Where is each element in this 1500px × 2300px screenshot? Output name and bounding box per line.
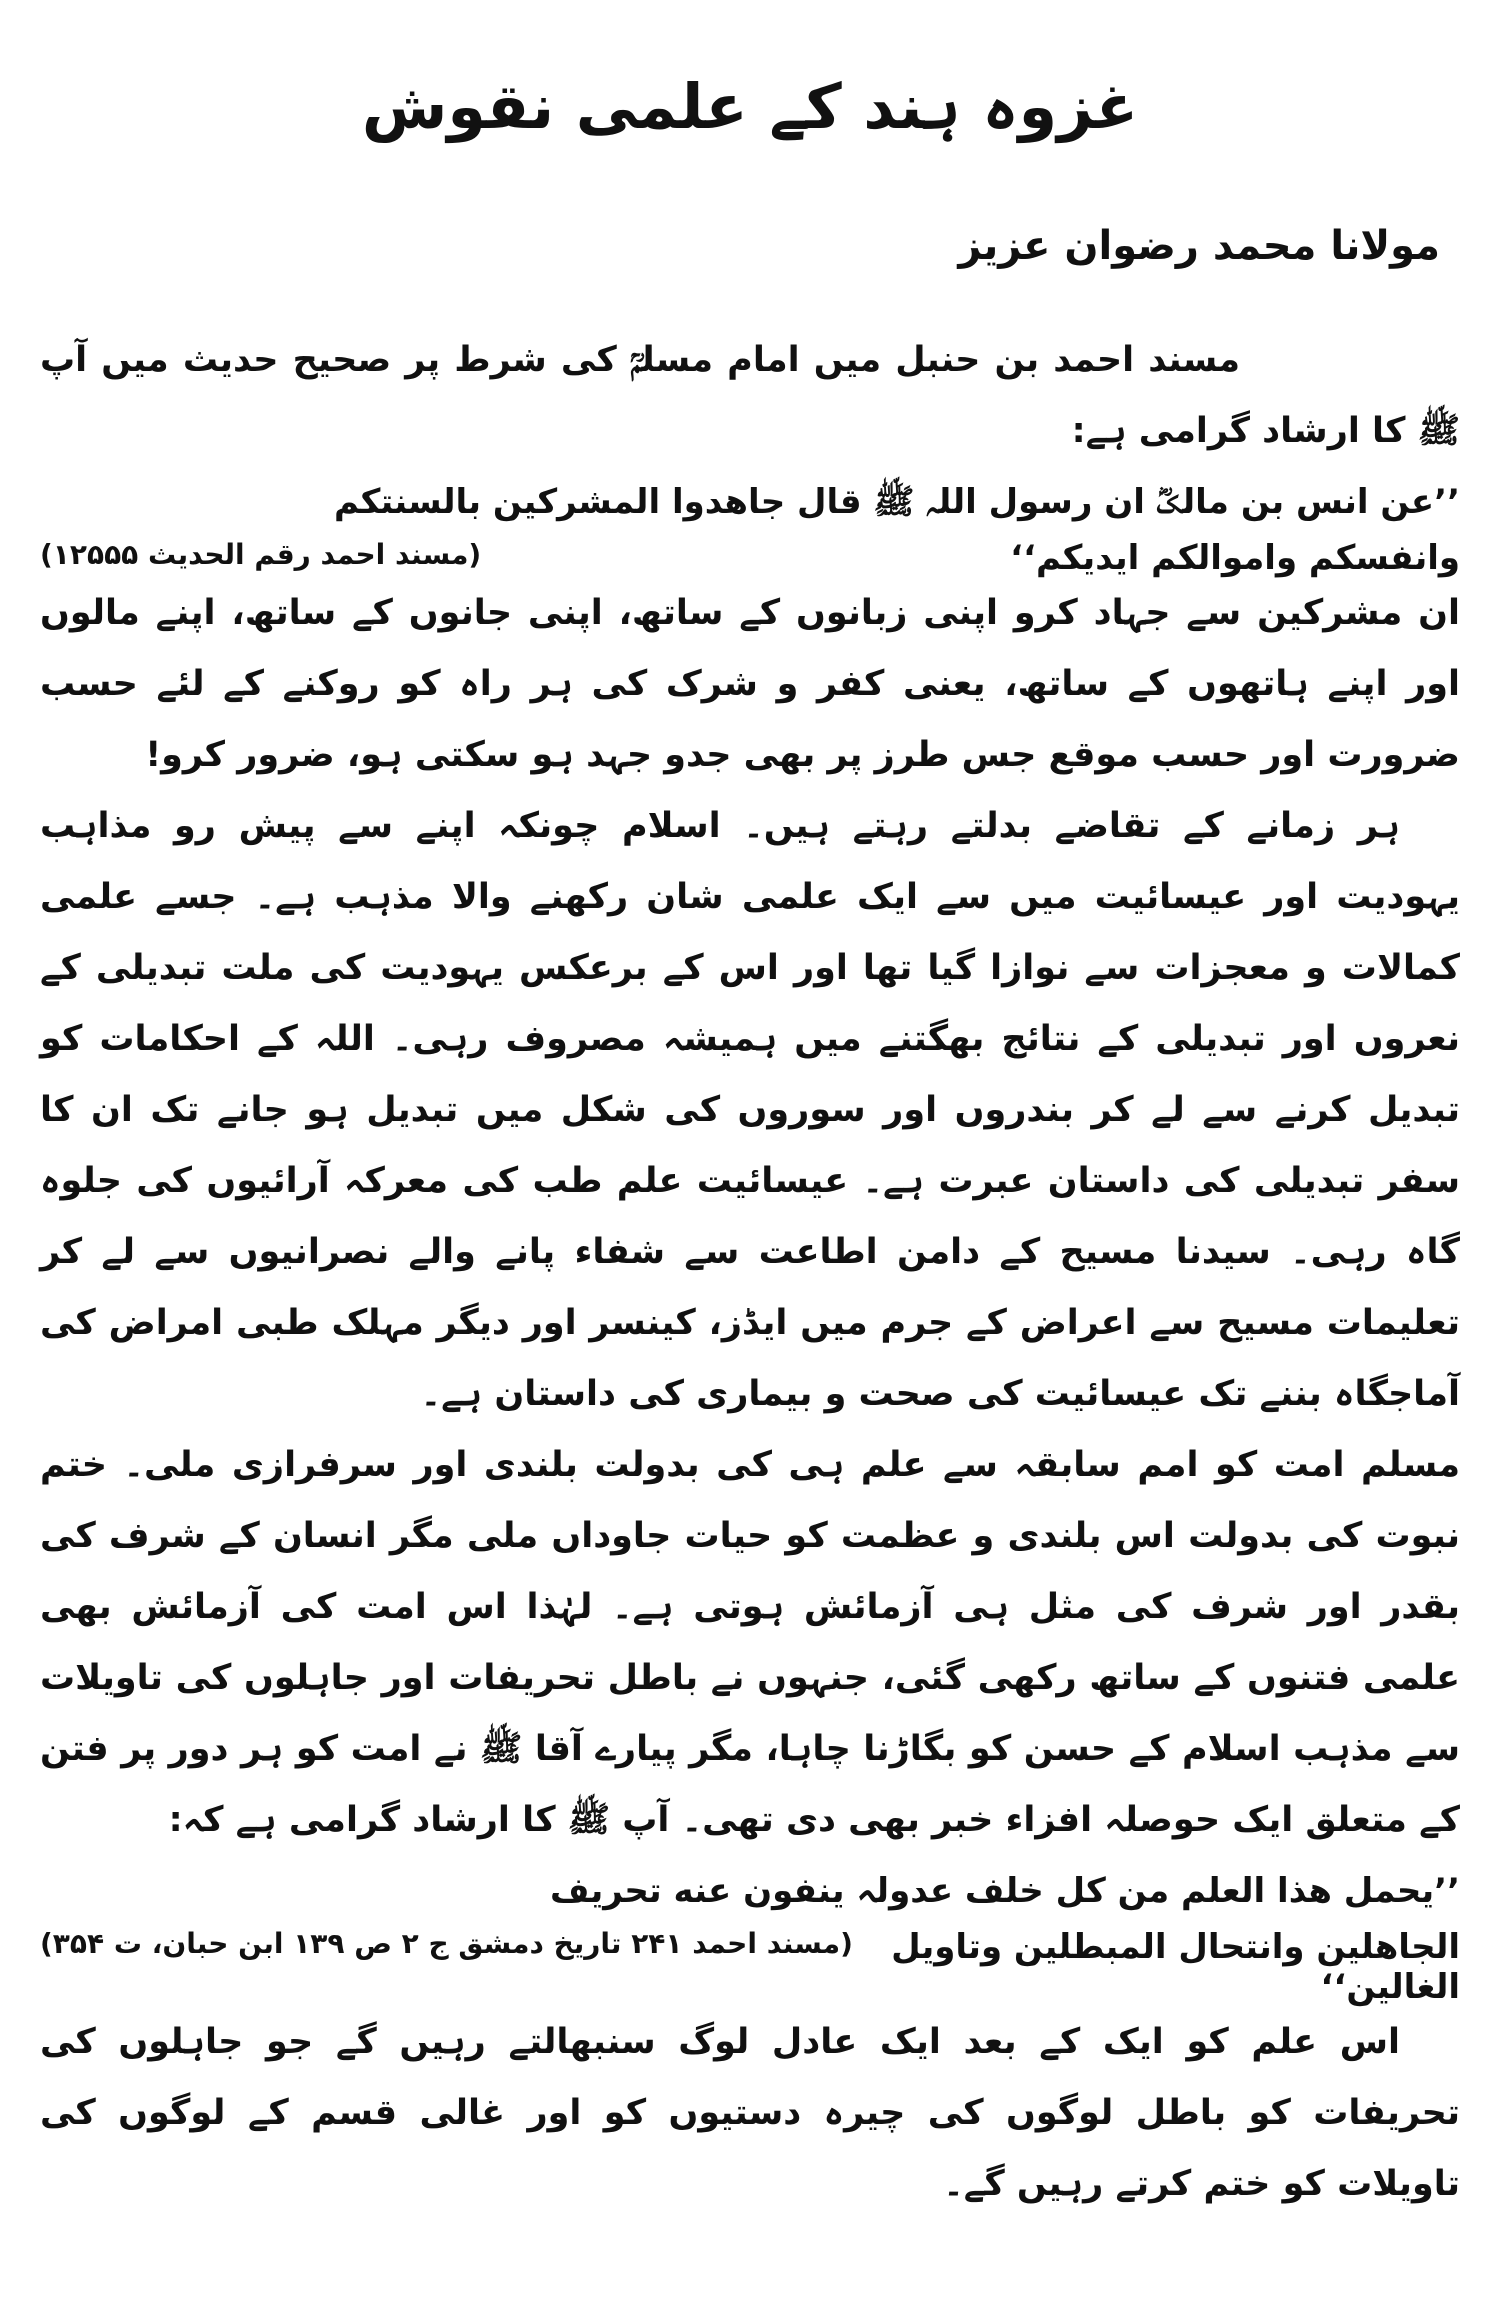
- paragraph-1: ان مشرکین سے جہاد کرو اپنی زبانوں کے ساتھ، اپنی جانوں کے ساتھ، اپنے مالوں اور اپنے ہاتھوں کے ساتھ، یعنی کفر و شرک کی ہر راہ کو روکنے کے لئے حسب ضرورت اور حسب موقع جس طرز پر بھی جدو جہد ہو سکتی ہو، ضرور کرو!: [40, 593, 1460, 775]
- hadith-1-tail-row: [40, 538, 1460, 578]
- paragraph-2: ہر زمانے کے تقاضے بدلتے رہتے ہیں۔ اسلام چونکہ اپنے سے پیش رو مذاہب یہودیت اور عیسائیت میں سے ایک علمی شان رکھنے والا مذہب ہے۔ جسے علمی کمالات و معجزات سے نوازا گیا تھا اور اس کے برعکس یہودیت کی ملت تبدیلی کے نعروں اور تبدیلی کے نتائج بھگتنے میں ہمیشہ مصروف رہی۔ اللہ کے احکامات کو تبدیل کرنے سے لے کر بندروں اور سوروں کی شکل میں تبدیل ہو جانے تک ان کا سفر تبدیلی کی داستان عبرت ہے۔ عیسائیت علم طب کی معرکہ آرائیوں کی جلوہ گاہ رہی۔ سیدنا مسیح کے دامن اطاعت سے شفاء پانے والے نصرانیوں سے لے کر تعلیمات مسیح سے اعراض کے جرم میں ایڈز، کینسر اور دیگر مہلک طبی امراض کی آماجگاہ بننے تک عیسائیت کی صحت و بیماری کی داستان ہے۔: [40, 806, 1460, 1414]
- hadith-1-text: ’’عن انس بن مالکؓ ان رسول اللہ ﷺ قال جاھدوا المشرکین بالسنتکم: [333, 482, 1460, 522]
- paragraph-3: مسلم امت کو امم سابقہ سے علم ہی کی بدولت بلندی اور سرفرازی ملی۔ ختم نبوت کی بدولت اس بلندی و عظمت کو حیات جاوداں ملی مگر انسان کے شرف کی بقدر اور شرف کی مثل ہی آزمائش ہوتی ہے۔ لہٰذا اس امت کی آزمائش بھی علمی فتنوں کے ساتھ رکھی گئی، جنہوں نے باطل تحریفات اور جاہلوں کی تاویلات سے مذہب اسلام کے حسن کو بگاڑنا چاہا، مگر پیارے آقا ﷺ نے امت کو ہر دور پر فتن کے متعلق ایک حوصلہ افزاء خبر بھی دی تھی۔ آپ ﷺ کا ارشاد گرامی ہے کہ:: [40, 1445, 1460, 1840]
- article-title: غزوہ ہند کے علمی نقوش: [361, 70, 1139, 143]
- hadith-2-tail: الجاھلین وانتحال المبطلین وتاویل الغالین‘‘: [891, 1927, 1460, 2007]
- hadith-2-text: ’’یحمل ھذا العلم من کل خلف عدولہ ینفون عنه تحریف: [550, 1871, 1460, 1911]
- author-name: مولانا محمد رضوان عزیز: [958, 223, 1440, 269]
- hadith-1-reference: (مسند احمد رقم الحدیث ۱۲۵۵۵): [40, 538, 482, 571]
- article-page: [40, 40, 1460, 2260]
- hadith-2-reference: (مسند احمد ۲۴۱ تاریخ دمشق ج ۲ ص ۱۳۹ ابن حبان، ت ۳۵۴): [40, 1927, 853, 1960]
- paragraph-4: اس علم کو ایک کے بعد ایک عادل لوگ سنبھالتے رہیں گے جو جاہلوں کی تحریفات کو باطل لوگوں کی چیرہ دستیوں کو اور غالی قسم کے لوگوں کی تاویلات کو ختم کرتے رہیں گے۔: [40, 2022, 1460, 2204]
- hadith-1-tail: وانفسکم واموالکم ایدیکم‘‘: [1010, 538, 1460, 578]
- intro-paragraph: مسند احمد بن حنبل میں امام مسلمؒ کی شرط پر صحیح حدیث میں آپ ﷺ کا ارشاد گرامی ہے:: [40, 340, 1460, 451]
- hadith-2-tail-row: [40, 1927, 1460, 2007]
